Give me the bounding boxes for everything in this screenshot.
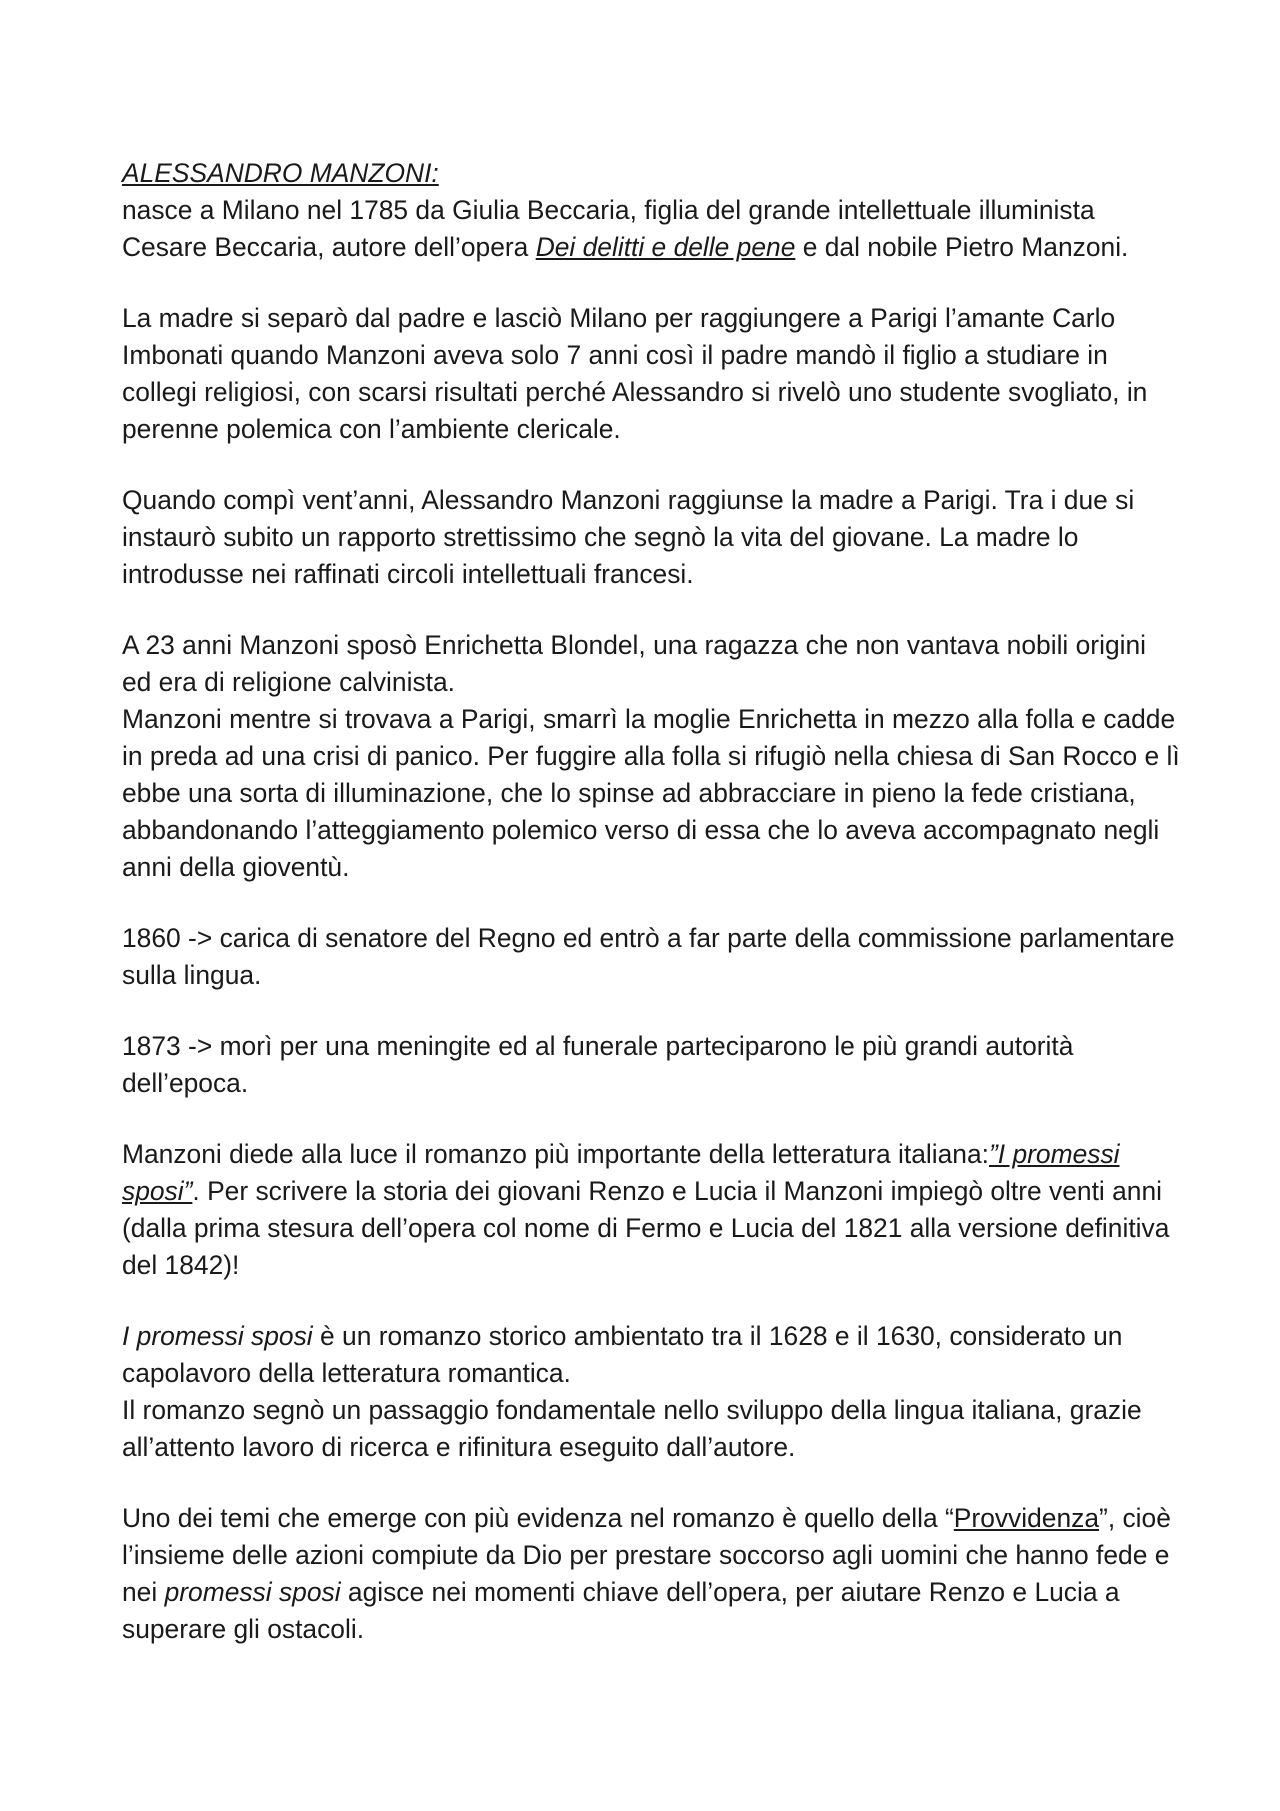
novel-title: ”I promessi sposi” <box>122 1139 1120 1206</box>
document-page <box>122 155 1182 1682</box>
paragraph-childhood: La madre si separò dal padre e lasciò Milano per raggiungere a Parigi l’amante Carlo Imbonati quando Manzoni aveva solo 7 anni così il padre mandò il figlio a studiare in collegi religiosi, con scarsi risultati perché Alessandro si rivelò uno studente svogliato, in perenne polemica con l’ambiente clericale. <box>122 303 1148 444</box>
paragraph-text: nasce a Milano nel 1785 da Giulia Beccaria, figlia del grande intellettuale illuminista Cesare Beccaria, autore dell’opera <box>122 195 1095 262</box>
paragraph-providence <box>122 1500 1182 1648</box>
paragraph-language: Il romanzo segnò un passaggio fondamentale nello sviluppo della lingua italiana, grazie all’attento lavoro di ricerca e rifinitura eseguito dall’autore. <box>122 1395 1142 1462</box>
paragraph-text: . Per scrivere la storia dei giovani Renzo e Lucia il Manzoni impiegò oltre venti anni (dalla prima stesura dell’opera col nome di Fermo e Lucia del 1821 alla versione definitiva del 1842)! <box>122 1176 1170 1280</box>
paragraph-text: e dal nobile Pietro Manzoni. <box>795 232 1129 262</box>
paragraph-historical-novel <box>122 1318 1182 1392</box>
work-title: Dei delitti e delle pene <box>535 232 796 262</box>
paragraph-birth <box>122 192 1182 266</box>
keyword-providence: Provvidenza <box>953 1503 1100 1533</box>
novel-title: I promessi sposi <box>122 1321 313 1351</box>
paragraph-text: Manzoni diede alla luce il romanzo più importante della letteratura italiana: <box>122 1139 989 1169</box>
paragraph-text: è un romanzo storico ambientato tra il 1628 e il 1630, considerato un capolavoro della letteratura romantica. <box>122 1321 1123 1388</box>
paragraph-text: Uno dei temi che emerge con più evidenza nel romanzo è quello della “ <box>122 1503 954 1533</box>
paragraph-marriage: A 23 anni Manzoni sposò Enrichetta Blondel, una ragazza che non vantava nobili origini ed era di religione calvinista. <box>122 630 1147 697</box>
paragraph-text: agisce nei momenti chiave dell’opera, per aiutare Renzo e Lucia a superare gli ostacoli. <box>122 1577 1120 1644</box>
paragraph-1860: 1860 -> carica di senatore del Regno ed entrò a far parte della commissione parlamentare sulla lingua. <box>122 923 1175 990</box>
document-title: ALESSANDRO MANZONI: <box>122 158 439 188</box>
paragraph-1873: 1873 -> morì per una meningite ed al funerale parteciparono le più grandi autorità dell’epoca. <box>122 1031 1074 1098</box>
paragraph-text: ”, cioè l’insieme delle azioni compiute da Dio per prestare soccorso agli uomini che hanno fede e nei <box>122 1503 1171 1607</box>
novel-title: promessi sposi <box>164 1577 341 1607</box>
paragraph-novel <box>122 1136 1182 1284</box>
paragraph-conversion: Manzoni mentre si trovava a Parigi, smarrì la moglie Enrichetta in mezzo alla folla e cadde in preda ad una crisi di panico. Per fuggire alla folla si rifugiò nella chiesa di San Rocco e lì ebbe una sorta di illuminazione, che lo spinse ad abbracciare in pieno la fede cristiana, abbandonando l’atteggiamento polemico verso di essa che lo aveva accompagnato negli anni della gioventù. <box>122 704 1180 882</box>
paragraph-paris: Quando compì vent’anni, Alessandro Manzoni raggiunse la madre a Parigi. Tra i due si instaurò subito un rapporto strettissimo che segnò la vita del giovane. La madre lo introdusse nei raffinati circoli intellettuali francesi. <box>122 485 1135 589</box>
